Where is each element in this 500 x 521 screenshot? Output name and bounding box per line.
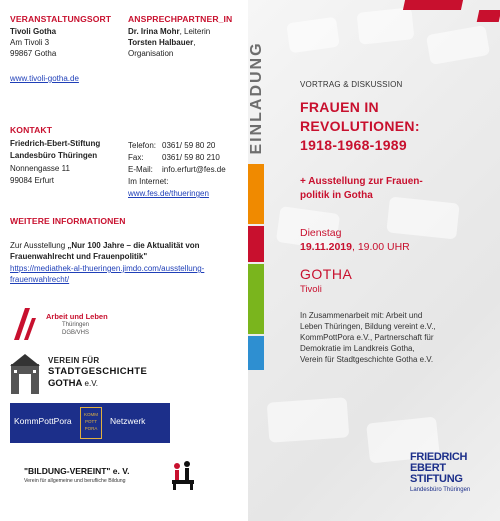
fes-logo bbox=[410, 452, 490, 510]
kp-mid-2: POTT bbox=[85, 419, 97, 424]
kp-mid-1: KOMM bbox=[84, 412, 98, 417]
contact-person-heading: ANSPRECHPARTNER_IN bbox=[128, 14, 233, 24]
time-value: , 19.00 UHR bbox=[351, 241, 410, 253]
coop-line-4: Demokratie im Landkreis Gotha, bbox=[300, 344, 415, 353]
strip-green bbox=[248, 264, 264, 334]
venue-city: 99867 Gotha bbox=[10, 49, 57, 58]
email-label: E-Mail: bbox=[128, 165, 153, 174]
kp-mid-3: PORA bbox=[84, 426, 98, 431]
kp-right-text: Netzwerk bbox=[110, 416, 146, 426]
fes-line-3: STIFTUNG bbox=[410, 473, 463, 485]
person2-name: Torsten Halbauer bbox=[128, 38, 194, 47]
coop-line-5: Verein für Stadtgeschichte Gotha e.V. bbox=[300, 355, 434, 364]
red-chair-right bbox=[477, 10, 500, 22]
fes-line-1: FRIEDRICH bbox=[410, 451, 468, 463]
contact-org1: Friedrich-Ebert-Stiftung bbox=[10, 139, 101, 148]
kp-center-mark bbox=[80, 407, 102, 439]
verein-text-3: GOTHA bbox=[48, 378, 83, 389]
title-line-3: 1918-1968-1989 bbox=[300, 137, 407, 153]
more-info-title1: „Nur 100 Jahre – die Aktualität von bbox=[67, 241, 200, 250]
date-day: Dienstag bbox=[300, 227, 342, 239]
web-label: Im Internet: bbox=[128, 177, 169, 186]
more-info-heading: WEITERE INFORMATIONEN bbox=[10, 216, 126, 226]
more-info-title2: Frauenwahlrecht und Frauenpolitik" bbox=[10, 252, 148, 261]
fax-value: 0361/ 59 80 210 bbox=[162, 153, 220, 162]
venue-heading: VERANSTALTUNGSORT bbox=[10, 14, 112, 24]
person2 bbox=[128, 37, 195, 48]
castle-gate-icon bbox=[10, 352, 40, 394]
email-value[interactable]: info.erfurt@fes.de bbox=[162, 165, 226, 174]
bv-sub: Verein für allgemeine und berufliche Bildung bbox=[24, 478, 126, 484]
bv-title: "BILDUNG-VEREINT" e. V. bbox=[24, 466, 130, 476]
event-caption: VORTRAG & DISKUSSION bbox=[300, 80, 403, 89]
bildung-vereint-logo bbox=[10, 458, 200, 494]
phone-value: 0361/ 59 80 20 bbox=[162, 141, 216, 150]
web-link[interactable]: www.fes.de/thueringen bbox=[128, 189, 209, 198]
arbeit-text-3: DGB/VHS bbox=[62, 330, 90, 336]
kp-left-text: KommPottPora bbox=[14, 416, 72, 426]
fes-line-4: Landesbüro Thüringen bbox=[410, 487, 471, 493]
more-info-link1[interactable]: https://mediathek-al-thueringen.jimdo.com/ausstellung- bbox=[10, 264, 205, 273]
subtitle-line-1: + Ausstellung zur Frauen- bbox=[300, 176, 423, 187]
date-time bbox=[300, 240, 410, 254]
bg-seat bbox=[267, 397, 350, 442]
strip-orange bbox=[248, 164, 264, 224]
people-figures-icon bbox=[170, 460, 196, 490]
fax-label: Fax: bbox=[128, 153, 144, 162]
verein-text-1: VEREIN FÜR bbox=[48, 356, 100, 365]
person1-name: Dr. Irina Mohr bbox=[128, 27, 180, 36]
venue-name: Tivoli Gotha bbox=[10, 27, 57, 36]
subtitle-line-2: politik in Gotha bbox=[300, 190, 373, 201]
verein-stadtgeschichte-logo bbox=[10, 350, 160, 396]
arbeit-und-leben-mark-icon bbox=[10, 306, 40, 340]
red-chair-top bbox=[403, 0, 463, 10]
kommpottpora-logo bbox=[10, 403, 170, 443]
date-value: 19.11.2019 bbox=[300, 241, 352, 253]
bg-seat bbox=[386, 196, 459, 239]
venue: Tivoli bbox=[300, 284, 322, 295]
person1-role: , Leiterin bbox=[179, 27, 211, 36]
contact-city: 99084 Erfurt bbox=[10, 176, 55, 185]
more-info-prefix: Zur Ausstellung bbox=[10, 241, 68, 250]
title-line-2: REVOLUTIONEN: bbox=[300, 118, 420, 134]
verein-text-2: STADTGESCHICHTE bbox=[48, 366, 148, 377]
arbeit-text-2: Thüringen bbox=[62, 322, 90, 328]
title-line-1: FRAUEN IN bbox=[300, 99, 379, 115]
fes-line-2: EBERT bbox=[410, 462, 446, 474]
einladung-text: EINLADUNG bbox=[248, 41, 265, 155]
bg-seat bbox=[286, 17, 340, 54]
phone-label: Telefon: bbox=[128, 141, 157, 150]
einladung-vertical bbox=[250, 28, 264, 168]
coop-line-2: Leben Thüringen, Bildung vereint e.V., bbox=[300, 322, 436, 331]
verein-ev: e.V. bbox=[82, 379, 99, 388]
person1 bbox=[128, 26, 210, 37]
contact-org2: Landesbüro Thüringen bbox=[10, 151, 98, 160]
venue-street: Am Tivoli 3 bbox=[10, 38, 50, 47]
coop-line-3: KommPottPora e.V., Partnerschaft für bbox=[300, 333, 434, 342]
person2-role: , bbox=[193, 38, 196, 47]
bg-seat bbox=[426, 25, 490, 65]
strip-blue bbox=[248, 336, 264, 370]
verein-text-3-row bbox=[48, 378, 98, 389]
more-info-line1 bbox=[10, 240, 200, 251]
venue-link[interactable]: www.tivoli-gotha.de bbox=[10, 74, 79, 83]
contact-heading: KONTAKT bbox=[10, 125, 53, 135]
strip-red bbox=[248, 226, 264, 262]
right-panel bbox=[248, 0, 500, 521]
city: GOTHA bbox=[300, 266, 353, 282]
person2-dept: Organisation bbox=[128, 49, 174, 58]
coop-line-1: In Zusammenarbeit mit: Arbeit und bbox=[300, 311, 423, 320]
arbeit-und-leben-logo bbox=[10, 306, 110, 342]
arbeit-text-1: Arbeit und Leben bbox=[46, 312, 108, 321]
contact-street: Nonnengasse 11 bbox=[10, 164, 70, 173]
more-info-link2[interactable]: frauenwahlrecht/ bbox=[10, 275, 70, 284]
left-panel bbox=[0, 0, 248, 521]
bg-seat bbox=[356, 7, 414, 45]
